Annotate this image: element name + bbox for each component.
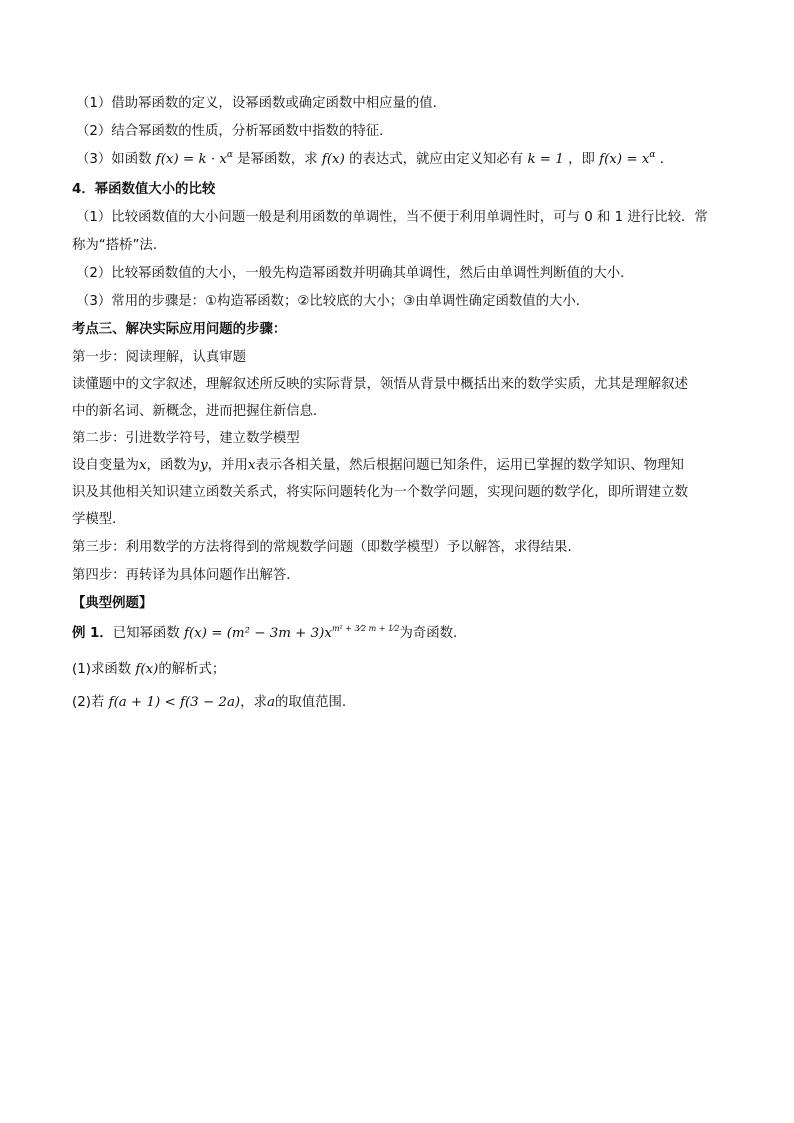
step2-title: 第二步：引进数学符号，建立数学模型 [72,431,300,446]
step1-body-line2: 中的新名词、新概念，进而把握住新信息． [72,404,327,419]
section4-item1-line2: 称为“搭桥”法． [72,238,167,253]
q2-math: f(a + 1) < f(3 − 2a) [108,695,241,710]
q2-var: a [266,695,275,710]
example1: 例 1．已知幂函数 $f(x) = (m^2 - 3m + 3)x^{m^2 + 3⁄2 m + 1⁄2}$为奇函数. [72,624,458,641]
example1-formula: $f(x) = (m^2 - 3m + 3)x^{m^2 + 3⁄2 m + 1⁄2}$ [183,624,400,641]
var-y: y [200,458,208,473]
section4-item3: （3）常用的步骤是：①构造幂函数；②比较底的大小；③由单调性确定函数值的大小． [76,294,590,309]
q1-math: f(x) [135,662,159,677]
example1-q1: (1)求函数 f(x)的解析式； [72,662,226,677]
step3: 第三步：利用数学的方法将得到的常规数学问题（即数学模型）予以解答，求得结果． [72,540,581,555]
examples-heading: 【典型例题】 [72,596,153,611]
section3-item2: （2）结合幂函数的性质，分析幂函数中指数的特征． [76,124,393,139]
math-fx-eq: $f(x) = x^\alpha$ [599,150,656,167]
step4: 第四步：再转译为具体问题作出解答． [72,568,300,583]
example1-label: 例 1． [72,626,113,641]
math-fx: f(x) [155,152,179,167]
math-kx: = $k \cdot x^\alpha$ [182,150,233,167]
var-x: x [138,458,147,473]
math-k1: k = 1 [527,152,564,167]
section3-item1: （1）借助幂函数的定义，设幂函数或确定函数中相应量的值． [76,96,447,111]
section4-item2: （2）比较幂函数值的大小，一般先构造幂函数并明确其单调性，然后由单调性判断值的大小． [76,266,634,281]
step1-title: 第一步：阅读理解，认真审题 [72,350,247,365]
section4-heading: 4．幂函数值大小的比较 [72,182,216,197]
var-x-2: x [247,458,256,473]
section3-item3: （3）如函数 $f(x) = k \cdot x^\alpha$ 是幂函数，求 f(x) 的表达式，就应由定义知必有 k = 1 ，即 $f(x) = x^\alpha$ ． [76,150,674,167]
step2-body-line1: 设自变量为x，函数为y，并用x表示各相关量，然后根据问题已知条件，运用已掌握的数学知识、物理知 [72,458,684,473]
blank-area [0,720,794,1123]
kaodian3-heading: 考点三、解决实际应用问题的步骤： [72,322,287,337]
step1-body-line1: 读懂题中的文字叙述，理解叙述所反映的实际背景，领悟从背景中概括出来的数学实质，尤其是理解叙述 [72,377,688,392]
step2-body-line3: 学模型． [72,512,126,527]
section4-item1-line1: （1）比较函数值的大小问题一般是利用函数的单调性，当不便于利用单调性时，可与 0 和 1 进行比较．常 [76,210,708,225]
step2-body-line2: 识及其他相关知识建立函数关系式，将实际问题转化为一个数学问题，实现问题的数学化，即所谓建立数 [72,485,688,500]
example1-q2: (2)若 f(a + 1) < f(3 − 2a)，求a的取值范围. [72,695,347,710]
math-fx-2: f(x) [321,152,345,167]
